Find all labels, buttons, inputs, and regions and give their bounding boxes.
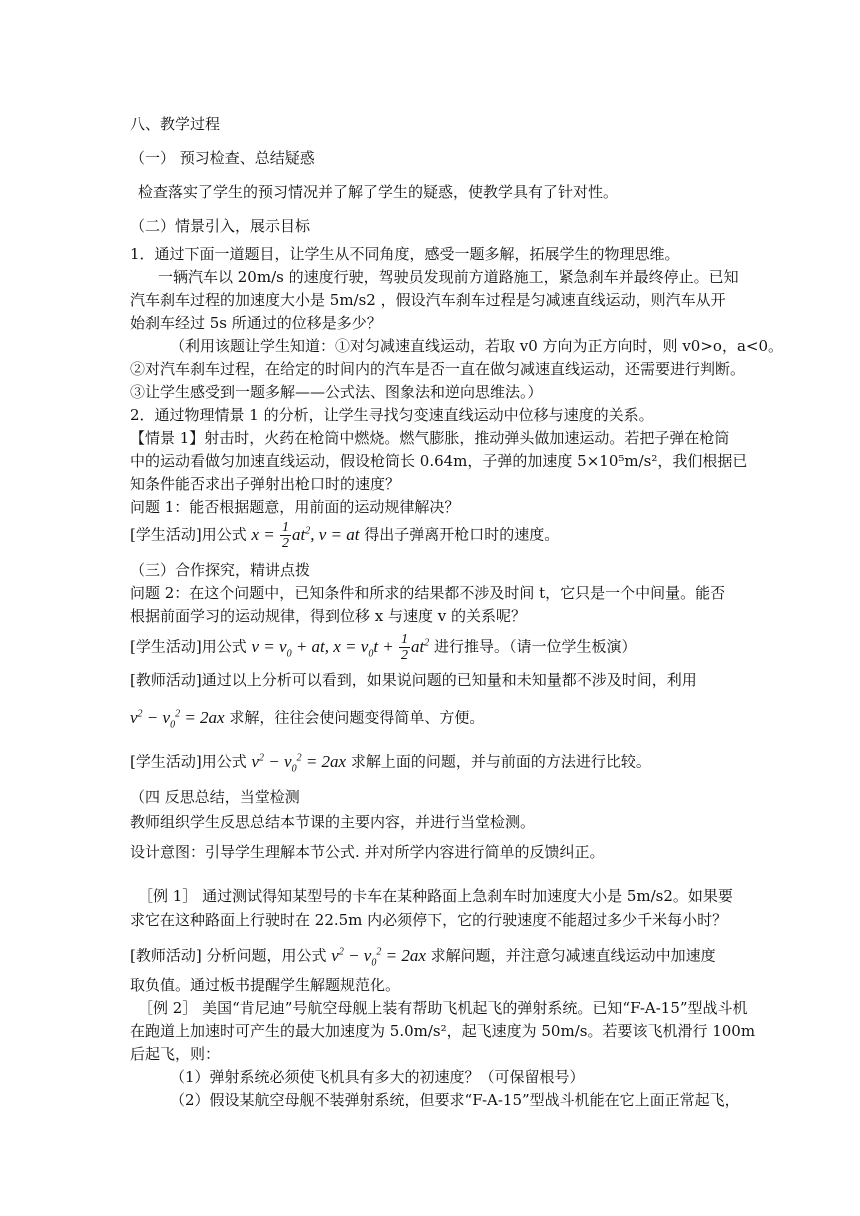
problem-line-1: 一辆汽车以 20m/s 的速度行驶，驾驶员发现前方道路施工，紧急刹车并最终停止。已知: [158, 268, 739, 286]
student-activity-3-suffix: 求解上面的问题，并与前面的方法进行比较。: [350, 752, 651, 771]
student-activity-2-prefix: [学生活动]用公式: [130, 637, 247, 656]
example-2-line-3: 后起飞，则：: [130, 1045, 221, 1063]
item-2: 2．通过物理情景 1 的分析，让学生寻找匀变速直线运动中位移与速度的关系。: [130, 406, 654, 424]
example-2-question-2: （2）假设某航空母舰不装弹射系统，但要求“F-A-15”型战斗机能在它上面正常起飞，: [170, 1091, 740, 1109]
problem-line-3: 始刹车经过 5s 所通过的位移是多少？: [130, 314, 382, 332]
section-1-title: （一） 预习检查、总结疑惑: [130, 149, 315, 167]
scene-line-1: 【情景 1】射击时，火药在枪筒中燃烧。燃气膨胀，推动弹头做加速运动。若把子弹在枪筒: [130, 429, 730, 447]
section-8-title: 八、教学过程: [130, 115, 221, 133]
formula-v2-v02-b: $v^2 - v_0^2 = 2ax$: [251, 751, 347, 775]
section-2-title: （二）情景引入，展示目标: [130, 217, 311, 235]
student-activity-3: [130, 743, 740, 784]
scene-line-2: 中的运动看做匀加速直线运动，假设枪筒长 0.64m，子弹的加速度 5×10⁵m/s²，我们根据已: [130, 452, 748, 470]
student-activity-1: [130, 516, 740, 551]
section-4-title: （四 反思总结，当堂检测: [130, 788, 300, 806]
question-2-line-1: 问题 2：在这个问题中，已知条件和所求的结果都不涉及时间 t，它只是一个中间量。能否: [130, 584, 726, 602]
teacher-activity-2-prefix: [教师活动] 分析问题，用公式: [130, 946, 327, 965]
teacher-activity-1-line-1: [教师活动]通过以上分析可以看到，如果说问题的已知量和未知量都不涉及时间，利用: [130, 671, 697, 689]
question-1: 问题 1：能否根据题意，用前面的运动规律解决？: [130, 498, 460, 516]
note-line-3: ③让学生感受到一题多解——公式法、图象法和逆向思维法。）: [130, 383, 543, 401]
student-activity-3-prefix: [学生活动]用公式: [130, 752, 247, 771]
scene-line-3: 知条件能否求出子弹射出枪口时的速度？: [130, 475, 401, 493]
section-3-title: （三）合作探究，精讲点拨: [130, 561, 311, 579]
section-4-line-1: 教师组织学生反思总结本节课的主要内容，并进行当堂检测。: [130, 813, 536, 831]
example-2-question-1: （1）弹射系统必须使飞机具有多大的初速度？（可保留根号）: [170, 1068, 585, 1086]
formula-x-at2: x = $\frac{1}{2}$ $at^2$, v = at: [251, 520, 360, 552]
teacher-activity-1-suffix: 求解，往往会使问题变得简单、方便。: [229, 708, 485, 727]
example-2-line-2: 在跑道上加速时可产生的最大加速度为 5.0m/s²，起飞速度为 50m/s。若要该飞机滑行 100m: [130, 1022, 756, 1040]
teacher-activity-1-line-2: [130, 699, 740, 740]
student-activity-1-prefix: [学生活动]用公式: [130, 525, 247, 544]
formula-v2-v02: $v^2 - v_0^2 = 2ax$: [130, 707, 225, 731]
student-activity-1-suffix: 得出子弹离开枪口时的速度。: [364, 525, 560, 544]
example-1-line-2: 求它在这种路面上行驶时在 22.5m 内必须停下，它的行驶速度不能超过多少千米每小时？: [130, 911, 728, 929]
question-2-line-2: 根据前面学习的运动规律，得到位移 x 与速度 v 的关系呢？: [130, 607, 527, 625]
example-1-line-1: ［例 1］ 通过测试得知某型号的卡车在某种路面上急刹车时加速度大小是 5m/s2。如果要: [138, 887, 733, 905]
item-1: 1．通过下面一道题目，让学生从不同角度，感受一题多解，拓展学生的物理思维。: [130, 245, 680, 263]
problem-line-2: 汽车刹车过程的加速度大小是 5m/s2 ，假设汽车刹车过程是匀减速直线运动，则汽车从开: [130, 291, 726, 309]
teacher-activity-2-line-2: 取负值。通过板书提醒学生解题规范化。: [130, 976, 401, 994]
example-2-line-1: ［例 2］ 美国“肯尼迪”号航空母舰上装有帮助飞机起飞的弹射系统。已知“F-A-15”型战斗机: [138, 999, 748, 1017]
teacher-activity-2: [130, 937, 740, 978]
note-line-2: ②对汽车刹车过程，在给定的时间内的汽车是否一直在做匀减速直线运动，还需要进行判断。: [130, 360, 746, 378]
formula-v2-v02-c: $v^2 - v_0^2 = 2ax$: [331, 945, 426, 969]
section-4-line-2: 设计意图：引导学生理解本节公式. 并对所学内容进行简单的反馈纠正。: [130, 843, 605, 861]
formula-v-x: $v = v_0$ + at, $x = v_0t$ + $\frac{1}{2}$ $at^2$: [251, 632, 430, 664]
section-1-text: 检查落实了学生的预习情况并了解了学生的疑惑，使教学具有了针对性。: [138, 183, 619, 201]
student-activity-2-suffix: 进行推导。（请一位学生板演）: [434, 637, 637, 656]
student-activity-2: [130, 628, 740, 669]
teacher-activity-2-suffix: 求解问题，并注意匀减速直线运动中加速度: [430, 946, 716, 965]
note-line-1: （利用该题让学生知道：①对匀减速直线运动，若取 v0 方向为正方向时，则 v0>o，a<0。: [170, 337, 783, 355]
